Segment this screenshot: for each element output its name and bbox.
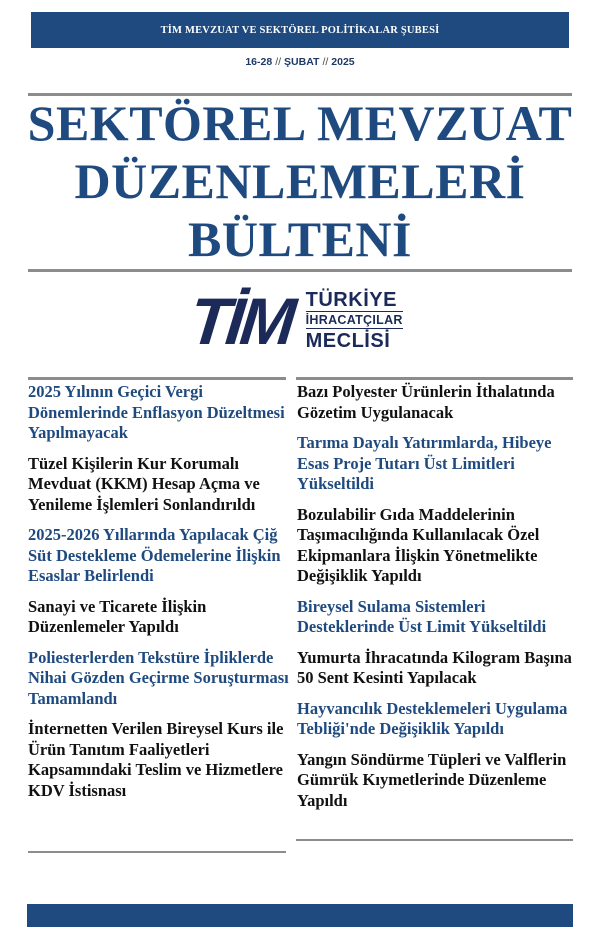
headline-item[interactable]: Bozulabilir Gıda Maddelerinin Taşımacılığında Kullanılacak Özel Ekipmanlara İlişkin Yönetmelikte Değişiklik Yapıldı [297, 504, 540, 585]
title-line-2: DÜZENLEMELERİ [74, 153, 526, 209]
headline-item[interactable]: Yumurta İhracatında Kilogram Başına 50 Sent Kesinti Yapılacak [297, 647, 572, 687]
left-column-bottom-divider [28, 851, 286, 853]
tim-logo [186, 284, 415, 358]
headline-item[interactable]: 2025-2026 Yıllarında Yapılacak Çiğ Süt Destekleme Ödemelerine İlişkin Esaslar Belirlendi [28, 525, 281, 585]
headline-item[interactable]: Tarıma Dayalı Yatırımlarda, Hibeye Esas Proje Tutarı Üst Limitleri Yükseltildi [297, 433, 552, 493]
tim-logo-wordmark [306, 289, 403, 353]
tim-logo-mark: TİM [186, 284, 296, 358]
headline-item[interactable]: Tüzel Kişilerin Kur Korumalı Mevduat (KKM) Hesap Açma ve Yenileme İşlemleri Sonlandırıldı [28, 453, 260, 514]
date-separator: // [275, 56, 282, 68]
title-line-1: SEKTÖREL MEVZUAT [27, 95, 573, 151]
date-separator: // [322, 56, 329, 68]
logo-text-line-3: MECLİSİ [305, 330, 391, 352]
left-column-top-divider [28, 377, 286, 380]
headline-item[interactable]: İnternetten Verilen Bireysel Kurs ile Ürün Tanıtım Faaliyetleri Kapsamındaki Teslim ve Hizmetlere KDV İstisnası [28, 719, 284, 800]
department-name: TİM MEVZUAT VE SEKTÖREL POLİTİKALAR ŞUBESİ [160, 24, 440, 36]
headline-item[interactable]: Poliesterlerden Tekstüre İpliklerde Nihai Gözden Geçirme Soruşturması Tamamlandı [28, 647, 289, 708]
issue-date [0, 56, 600, 68]
headline-item[interactable]: Bireysel Sulama Sistemleri Desteklerinde Üst Limit Yükseltildi [297, 596, 547, 636]
footer-banner [27, 904, 573, 927]
left-headline-column [28, 382, 290, 811]
logo-text-line-2: İHRACATÇILAR [305, 313, 403, 327]
date-month: ŞUBAT [284, 56, 320, 68]
bulletin-title [0, 94, 600, 268]
headline-item[interactable]: 2025 Yılının Geçici Vergi Dönemlerinde Enflasyon Düzeltmesi Yapılmayacak [28, 382, 285, 442]
title-bottom-divider [28, 269, 572, 272]
department-banner [31, 12, 569, 48]
date-year: 2025 [331, 56, 355, 68]
headline-item[interactable]: Bazı Polyester Ürünlerin İthalatında Gözetim Uygulanacak [297, 382, 555, 422]
headline-item[interactable]: Yangın Söndürme Tüpleri ve Valflerin Gümrük Kıymetlerinde Düzenleme Yapıldı [297, 749, 567, 810]
title-line-3: BÜLTENİ [188, 211, 412, 267]
logo-text-line-1: TÜRKİYE [305, 289, 397, 311]
right-column-bottom-divider [296, 839, 573, 841]
headline-item[interactable]: Sanayi ve Ticarete İlişkin Düzenlemeler Yapıldı [28, 596, 207, 636]
date-days: 16-28 [245, 56, 273, 68]
right-column-top-divider [296, 377, 573, 380]
right-headline-column [297, 382, 575, 821]
headline-item[interactable]: Hayvancılık Desteklemeleri Uygulama Tebliği'nde Değişiklik Yapıldı [297, 698, 568, 738]
